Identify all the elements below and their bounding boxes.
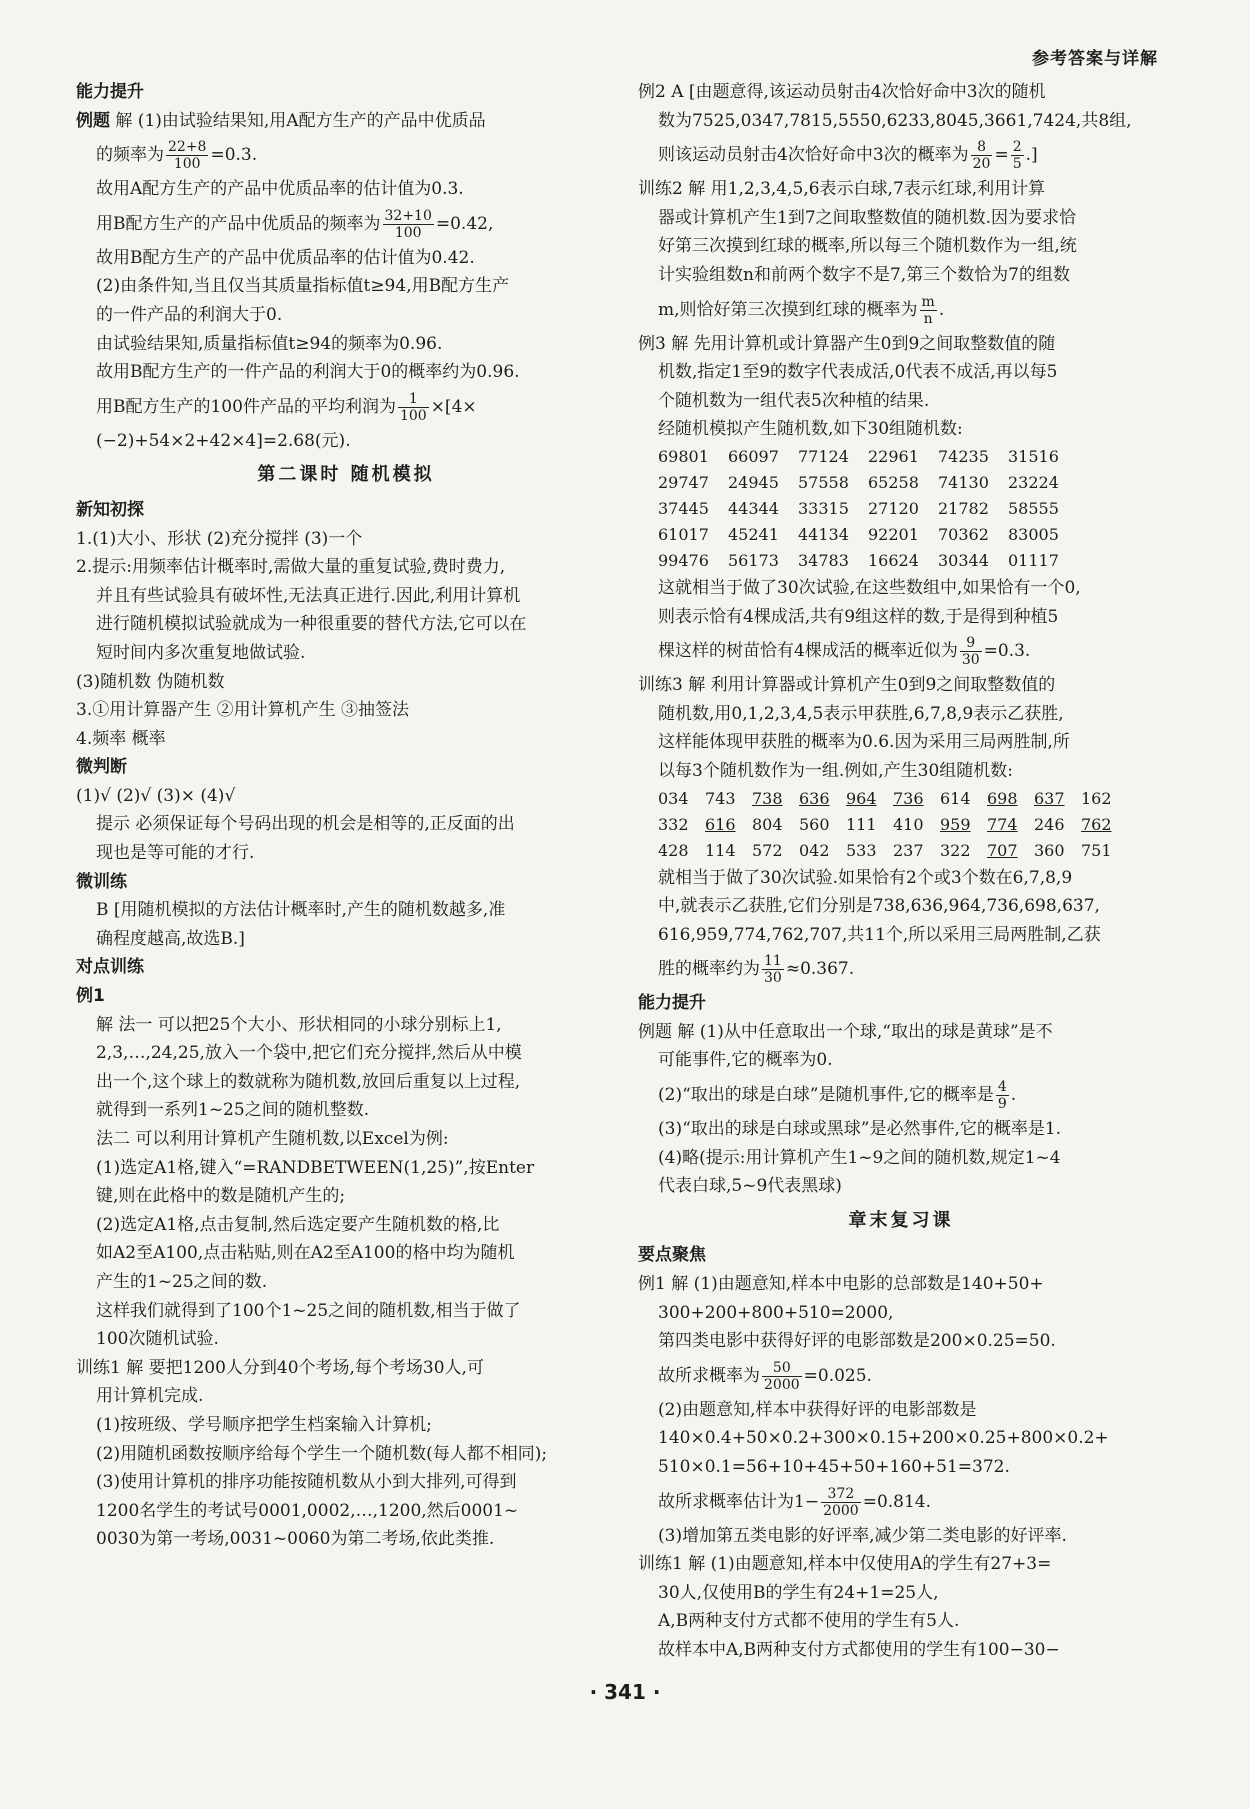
random-number: 322 (940, 840, 971, 860)
text-line: (1)按班级、学号顺序把学生档案输入计算机; (96, 1414, 432, 1435)
text-line: 30人,仅使用B的学生有24+1=25人, (658, 1582, 939, 1603)
text-line: (4)略(提示:用计算机产生1~9之间的随机数,规定1~4 (658, 1147, 1061, 1168)
text-line: 胜的概率约为 $\frac{11}{30}$ ≈0.367. (658, 953, 855, 987)
text-line: 例3 解 先用计算机或计算器产生0到9之间取整数值的随 (638, 333, 1056, 354)
random-number: 33315 (798, 498, 849, 518)
text-line: 由试验结果知,质量指标值t≥94的频率为0.96. (96, 333, 443, 354)
text-line: 器或计算机产生1到7之间取整数值的随机数.因为要求恰 (658, 207, 1077, 228)
text-line: 0030为第一考场,0031~0060为第二考场,依此类推. (96, 1529, 495, 1550)
text-line: 短时间内多次重复地做试验. (96, 642, 306, 663)
random-number: 959 (940, 814, 971, 834)
random-number: 774 (987, 814, 1018, 834)
random-number: 751 (1081, 840, 1112, 860)
random-number: 23224 (1008, 472, 1059, 492)
text-line: 例2 A [由题意得,该运动员射击4次恰好命中3次的随机 (638, 82, 1046, 102)
text-line: 计实验组数n和前两个数字不是7,第三个数恰为7的组数 (658, 264, 1070, 285)
random-number-grid-5digit (658, 444, 1078, 574)
random-number-grid-3digit (658, 786, 1128, 864)
section-heading: 能力提升 (76, 82, 144, 102)
random-number: 736 (893, 788, 924, 808)
text-line: (3)随机数 伪随机数 (76, 671, 225, 692)
text-line: (3)“取出的球是白球或黑球”是必然事件,它的概率是1. (658, 1119, 1062, 1140)
text-line: 则该运动员射击4次恰好命中3次的概率为 $\frac{8}{20}$ = $\frac{2}{5}$ .] (658, 139, 1038, 173)
text-line: 3.①用计算器产生 ②用计算机产生 ③抽签法 (76, 700, 410, 721)
random-number: 636 (799, 788, 830, 808)
text-line: 就相当于做了30次试验.如果恰有2个或3个数在6,7,8,9 (658, 867, 1073, 888)
text-line: (3)增加第五类电影的好评率,减少第二类电影的好评率. (658, 1525, 1067, 1546)
text-line: (−2)+54×2+42×4]=2.68(元). (96, 430, 351, 451)
text-line: 经随机模拟产生随机数,如下30组随机数: (658, 419, 963, 440)
section-heading: 对点训练 (76, 957, 144, 978)
text-line: 第四类电影中获得好评的电影部数是200×0.25=50. (658, 1331, 1056, 1352)
page-number: · 341 · (589, 1680, 661, 1704)
random-number: 70362 (938, 524, 989, 544)
text-line: 提示 必须保证每个号码出现的机会是相等的,正反面的出 (96, 814, 515, 835)
text-line: 例1 解 (1)由题意知,样本中电影的总部数是140+50+ (638, 1274, 1044, 1295)
random-number: 428 (658, 840, 689, 860)
random-number: 34783 (798, 550, 849, 570)
fraction: $\frac{372}{2000}$ (823, 1485, 859, 1519)
random-number: 246 (1034, 814, 1065, 834)
random-number: 698 (987, 788, 1018, 808)
random-number: 65258 (868, 472, 919, 492)
text-line: 140×0.4+50×0.2+300×0.15+200×0.25+800×0.2+ (658, 1428, 1109, 1449)
fraction: $\frac{m}{n}$ (921, 293, 935, 327)
text-line: 300+200+800+510=2000, (658, 1302, 894, 1323)
text-line: 2,3,…,24,25,放入一个袋中,把它们充分搅拌,然后从中模 (96, 1043, 522, 1064)
chapter-title: 章末复习课 (848, 1209, 954, 1231)
text-line: A,B两种支付方式都不使用的学生有5人. (658, 1611, 960, 1632)
text-line: 可能事件,它的概率为0. (658, 1050, 833, 1071)
fraction: $\frac{32+10}{100}$ (384, 207, 432, 241)
random-number: 92201 (868, 524, 919, 544)
text-line: 1.(1)大小、形状 (2)充分搅拌 (3)一个 (76, 528, 363, 549)
text-line: 训练3 解 利用计算器或计算机产生0到9之间取整数值的 (638, 675, 1056, 696)
text-line: 这样我们就得到了100个1~25之间的随机数,相当于做了 (96, 1300, 521, 1321)
text-line: (2)用随机函数按顺序给每个学生一个随机数(每人都不相同); (96, 1443, 548, 1464)
text-line: 这样能体现甲获胜的概率为0.6.因为采用三局两胜制,所 (658, 732, 1070, 753)
random-number: 743 (705, 788, 736, 808)
example-label: 例题 (76, 110, 110, 131)
random-number: 042 (799, 840, 830, 860)
random-number: 69801 (658, 446, 709, 466)
text-line: 代表白球,5~9代表黑球) (658, 1176, 842, 1197)
text-line: 616,959,774,762,707,共11个,所以采用三局两胜制,乙获 (658, 924, 1101, 945)
text-line: 故所求概率为 $\frac{50}{2000}$ =0.025. (658, 1359, 872, 1393)
text-line: 中,就表示乙获胜,它们分别是738,636,964,736,698,637, (658, 896, 1100, 917)
text-line: (2)由题意知,样本中获得好评的电影部数是 (658, 1399, 977, 1420)
text-line: 训练1 解 要把1200人分到40个考场,每个考场30人,可 (76, 1357, 484, 1378)
text-line: 4.频率 概率 (76, 728, 166, 749)
random-number: 22961 (868, 446, 919, 466)
random-number: 29747 (658, 472, 709, 492)
section-heading: 微判断 (76, 757, 127, 778)
text-line: m,则恰好第三次摸到红球的概率为 $\frac{m}{n}$ . (658, 293, 945, 327)
text-line: 棵这样的树苗恰有4棵成活的概率近似为 $\frac{9}{30}$ =0.3. (658, 635, 1031, 669)
text-line: 用B配方生产的100件产品的平均利润为 $\frac{1}{100}$ ×[4× (96, 390, 477, 424)
random-number: 332 (658, 814, 689, 834)
text-line: 机数,指定1至9的数字代表成活,0代表不成活,再以每5 (658, 362, 1058, 383)
text-line: 则表示恰有4棵成活,共有9组这样的数,于是得到种植5 (658, 606, 1059, 627)
random-number: 616 (705, 814, 736, 834)
text-line: 训练1 解 (1)由题意知,样本中仅使用A的学生有27+3= (638, 1554, 1052, 1575)
random-number: 572 (752, 840, 783, 860)
text-line: 的频率为 $\frac{22+8}{100}$ =0.3. (96, 139, 258, 173)
text-line: 故所求概率估计为1− $\frac{372}{2000}$ =0.814. (658, 1485, 932, 1519)
text-line: (2)选定A1格,点击复制,然后选定要产生随机数的格,比 (96, 1214, 500, 1235)
random-number: 162 (1081, 788, 1112, 808)
text-line: 训练2 解 用1,2,3,4,5,6表示白球,7表示红球,利用计算 (638, 179, 1046, 200)
fraction: $\frac{9}{30}$ (961, 635, 980, 669)
text-line: 例题 解 (1)从中任意取出一个球,“取出的球是黄球”是不 (638, 1021, 1053, 1042)
fraction: $\frac{1}{100}$ (399, 390, 427, 424)
section-heading: 能力提升 (638, 993, 706, 1014)
text-line: 故样本中A,B两种支付方式都使用的学生有100−30− (658, 1639, 1060, 1660)
text-line: 键,则在此格中的数是随机产生的; (96, 1186, 346, 1207)
random-number: 44134 (798, 524, 849, 544)
random-number: 58555 (1008, 498, 1059, 518)
random-number: 804 (752, 814, 783, 834)
text-line: 用B配方生产的产品中优质品的频率为 $\frac{32+10}{100}$ =0.42, (96, 207, 494, 241)
text-line: (2)由条件知,当且仅当其质量指标值t≥94,用B配方生产 (96, 276, 510, 297)
text-line: 100次随机试验. (96, 1329, 219, 1350)
text-line: (1)√ (2)√ (3)× (4)√ (76, 785, 236, 806)
text-line: 数为7525,0347,7815,5550,6233,8045,3661,7424,共8组, (658, 110, 1132, 131)
text-line: 个随机数为一组代表5次种植的结果. (658, 390, 930, 411)
lesson-title: 第二课时 随机模拟 (257, 464, 435, 486)
random-number: 74235 (938, 446, 989, 466)
random-number: 21782 (938, 498, 989, 518)
text-line: 并且有些试验具有破坏性,无法真正进行.因此,利用计算机 (96, 585, 521, 606)
random-number: 27120 (868, 498, 919, 518)
text-line: 用计算机完成. (96, 1386, 204, 1407)
text-line: (3)使用计算机的排序功能按随机数从小到大排列,可得到 (96, 1472, 517, 1493)
text-line: 解 法一 可以把25个大小、形状相同的小球分别标上1, (96, 1014, 502, 1035)
random-number: 56173 (728, 550, 779, 570)
text-line: 如A2至A100,点击粘贴,则在A2至A100的格中均为随机 (96, 1243, 515, 1264)
fraction: $\frac{2}{5}$ (1012, 139, 1022, 173)
random-number: 30344 (938, 550, 989, 570)
random-number: 77124 (798, 446, 849, 466)
random-number: 614 (940, 788, 971, 808)
text-line: 好第三次摸到红球的概率,所以每三个随机数作为一组,统 (658, 236, 1077, 257)
text-line: 510×0.1=56+10+45+50+160+51=372. (658, 1457, 1010, 1477)
text-line: 故用A配方生产的产品中优质品率的估计值为0.3. (96, 179, 464, 200)
random-number: 111 (846, 814, 877, 834)
random-number: 66097 (728, 446, 779, 466)
random-number: 360 (1034, 840, 1065, 860)
random-number: 533 (846, 840, 877, 860)
text-line: 现也是等可能的才行. (96, 843, 255, 864)
random-number: 57558 (798, 472, 849, 492)
fraction: $\frac{22+8}{100}$ (168, 139, 207, 173)
fraction: $\frac{50}{2000}$ (764, 1359, 800, 1393)
text-line: (2)“取出的球是白球”是随机事件,它的概率是 $\frac{4}{9}$ . (658, 1079, 1017, 1113)
random-number: 114 (705, 840, 736, 860)
random-number: 738 (752, 788, 783, 808)
text-line: 确程度越高,故选B.] (96, 928, 245, 949)
random-number: 44344 (728, 498, 779, 518)
random-number: 74130 (938, 472, 989, 492)
text-line: (1)选定A1格,键入“=RANDBETWEEN(1,25)”,按Enter (96, 1157, 535, 1178)
random-number: 45241 (728, 524, 779, 544)
random-number: 762 (1081, 814, 1112, 834)
text-line: 法二 可以利用计算机产生随机数,以Excel为例: (96, 1129, 449, 1149)
random-number: 61017 (658, 524, 709, 544)
right-column (638, 78, 1164, 1665)
section-heading: 要点聚焦 (638, 1245, 706, 1266)
random-number: 16624 (868, 550, 919, 570)
text-line: 故用B配方生产的产品中优质品率的估计值为0.42. (96, 247, 475, 268)
text-line: 例题 解 (1)由试验结果知,用A配方生产的产品中优质品 (76, 110, 486, 131)
example-heading: 例1 (76, 986, 105, 1007)
section-heading: 微训练 (76, 871, 127, 892)
random-number: 707 (987, 840, 1018, 860)
fraction: $\frac{8}{20}$ (972, 139, 991, 173)
text-line: 故用B配方生产的一件产品的利润大于0的概率约为0.96. (96, 362, 520, 383)
random-number: 237 (893, 840, 924, 860)
page-header: 参考答案与详解 (1032, 49, 1158, 69)
random-number: 637 (1034, 788, 1065, 808)
fraction: $\frac{11}{30}$ (764, 953, 782, 987)
left-column (76, 78, 616, 1554)
random-number: 410 (893, 814, 924, 834)
text-line: 就得到一系列1~25之间的随机整数. (96, 1100, 370, 1121)
random-number: 99476 (658, 550, 709, 570)
random-number: 24945 (728, 472, 779, 492)
text-line: 随机数,用0,1,2,3,4,5表示甲获胜,6,7,8,9表示乙获胜, (658, 703, 1064, 724)
random-number: 37445 (658, 498, 709, 518)
random-number: 83005 (1008, 524, 1059, 544)
fraction: $\frac{4}{9}$ (997, 1079, 1007, 1113)
random-number: 034 (658, 788, 689, 808)
random-number: 01117 (1008, 550, 1059, 570)
text-line: 2.提示:用频率估计概率时,需做大量的重复试验,费时费力, (76, 557, 506, 578)
text-line: B [用随机模拟的方法估计概率时,产生的随机数越多,准 (96, 900, 506, 921)
text-line: 产生的1~25之间的数. (96, 1271, 268, 1292)
text-line: 进行随机模拟试验就成为一种很重要的替代方法,它可以在 (96, 614, 527, 635)
random-number: 560 (799, 814, 830, 834)
random-number: 964 (846, 788, 877, 808)
text-line: 以每3个随机数作为一组.例如,产生30组随机数: (658, 760, 1013, 781)
text-line: 的一件产品的利润大于0. (96, 304, 283, 325)
random-number: 31516 (1008, 446, 1059, 466)
text-line: 出一个,这个球上的数就称为随机数,放回后重复以上过程, (96, 1071, 521, 1092)
text-line: 这就相当于做了30次试验,在这些数组中,如果恰有一个0, (658, 577, 1081, 598)
section-heading: 新知初探 (76, 499, 144, 520)
text-line: 1200名学生的考试号0001,0002,…,1200,然后0001~ (96, 1500, 519, 1521)
